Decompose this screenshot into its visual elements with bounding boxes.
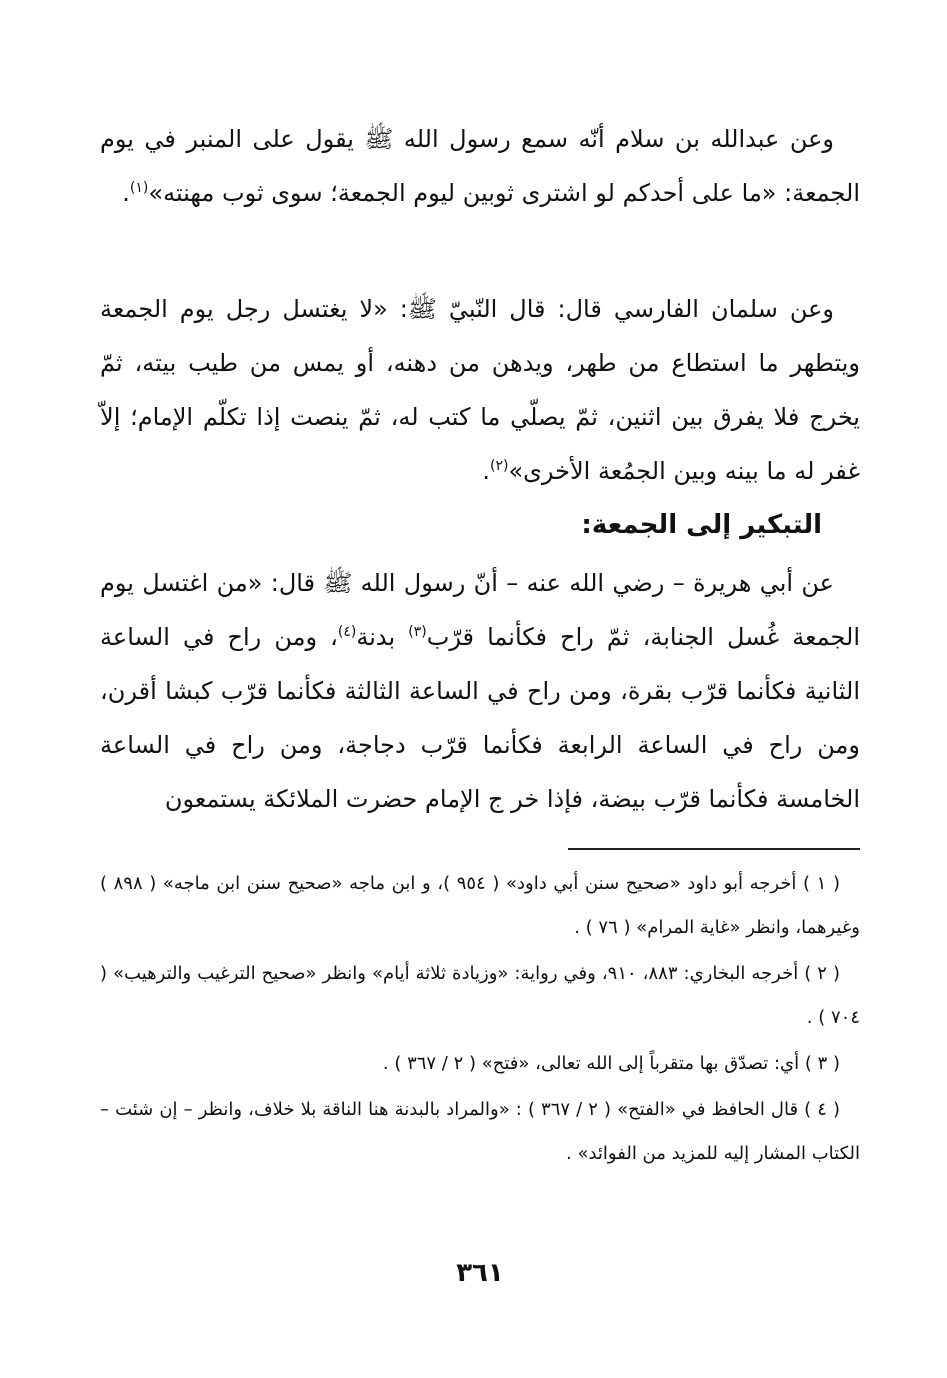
paragraph-2-end: . — [482, 457, 490, 485]
paragraph-1 — [100, 112, 860, 220]
footnote-divider — [568, 848, 860, 850]
footnotes — [100, 862, 860, 1178]
footnote-1: ( ١ ) أخرجه أبو داود «صحيح سنن أبي داود» ( ٩٥٤ )، و ابن ماجه «صحيح سنن ابن ماجه» ( ٨٩٨ ) وغيرهما، وانظر «غاية المرام» ( ٧٦ ) . — [100, 873, 860, 938]
footnote-ref-3: (٣) — [408, 624, 427, 640]
paragraph-3-part-1: عن أبي هريرة – رضي الله عنه – أنّ رسول الله ﷺ قال: «من اغتسل يوم الجمعة غُسل الجنابة، ثمّ راح فكأنما قرّب — [100, 569, 861, 651]
paragraph-1-text: وعن عبدالله بن سلام أنّه سمع رسول الله ﷺ يقول على المنبر في يوم الجمعة: «ما على أحدكم لو اشترى ثوبين ليوم الجمعة؛ سوى ثوب مهنته» — [100, 125, 860, 207]
paragraph-3 — [100, 556, 860, 826]
footnote-ref-4: (٤) — [337, 624, 357, 640]
paragraph-2-text: وعن سلمان الفارسي قال: قال النّبيّ ﷺ: «لا يغتسل رجل يوم الجمعة ويتطهر ما استطاع من طهر، ويدهن من دهنه، أو يمس من طيب بيته، ثمّ يخرج فلا يفرق بين اثنين، ثمّ يصلّي ما كتب له، ثمّ ينصت إذا تكلّم الإمام؛ إلاّ غفر له ما بينه وبين الجمُعة الأخرى» — [100, 295, 860, 485]
footnote-ref-2: (٢) — [489, 458, 509, 474]
footnote-4: ( ٤ ) قال الحافظ في «الفتح» ( ٢ / ٣٦٧ ) : «والمراد بالبدنة هنا الناقة بلا خلاف، وانظر – إن شئت – الكتاب المشار إليه للمزيد من الفوائد» . — [100, 1099, 860, 1164]
paragraph-3-part-3: ، ومن راح في الساعة الثانية فكأنما قرّب بقرة، ومن راح في الساعة الثالثة فكأنما قرّب كبشا أقرن، ومن راح في الساعة الرابعة فكأنما قرّب دجاجة، ومن راح في الساعة الخامسة فكأنما قرّب بيضة، فإذا خر ج الإمام حضرت الملائكة يستمعون — [100, 623, 860, 813]
paragraph-2 — [100, 282, 860, 498]
footnote-3: ( ٣ ) أي: تصدّق بها متقرباً إلى الله تعالى، «فتح» ( ٢ / ٣٦٧ ) . — [382, 1053, 840, 1074]
page-number: ٣٦١ — [456, 1258, 504, 1288]
footnote-2: ( ٢ ) أخرجه البخاري: ٨٨٣، ٩١٠، وفي رواية: «وزيادة ثلاثة أيام» وانظر «صحيح الترغيب والترهيب» ( ٧٠٤ ) . — [100, 963, 860, 1028]
paragraph-3-part-2: بدنة — [356, 623, 409, 651]
section-heading: التبكير إلى الجمعة: — [581, 510, 822, 540]
footnote-ref-1: (١) — [129, 180, 149, 196]
paragraph-1-end: . — [122, 179, 130, 207]
